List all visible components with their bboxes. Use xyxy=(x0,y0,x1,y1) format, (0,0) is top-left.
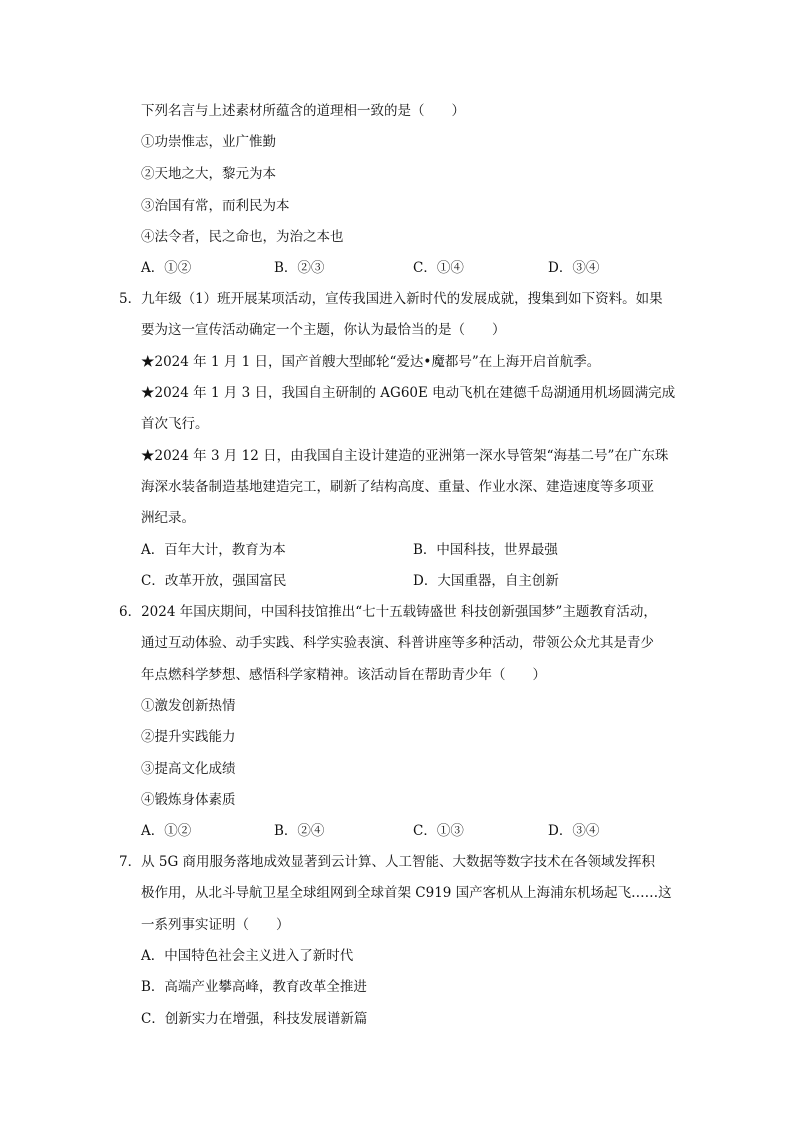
q5-material-3: ★2024 年 3 月 12 日，由我国自主设计建造的亚洲第一深水导管架“海基二号”在广东珠 xyxy=(141,448,669,464)
q6-option-b: B．②④ xyxy=(274,823,325,839)
q5-material-3-end: 洲纪录。 xyxy=(141,510,195,526)
q6-item-3: ③提高文化成绩 xyxy=(141,761,236,777)
q5-material-2: ★2024 年 1 月 3 日，我国自主研制的 AG60E 电动飞机在建德千岛湖通用机场圆满完成 xyxy=(141,385,676,401)
q7-option-b: B．高端产业攀高峰，教育改革全推进 xyxy=(141,979,367,995)
q6-item-2: ②提升实践能力 xyxy=(141,729,236,745)
q7-option-c: C．创新实力在增强，科技发展谱新篇 xyxy=(141,1011,368,1027)
q5-option-c: C．改革开放，强国富民 xyxy=(141,573,287,589)
q5-option-a: A．百年大计，教育为本 xyxy=(141,542,286,558)
q4-item-2: ②天地之大，黎元为本 xyxy=(141,166,276,182)
q6-option-d: D．③④ xyxy=(548,823,600,839)
q6-item-1: ①激发创新热情 xyxy=(141,698,236,714)
q6-item-4: ④锻炼身体素质 xyxy=(141,792,236,808)
q6-option-c: C．①③ xyxy=(413,823,464,839)
q5-material-2-cont: 首次飞行。 xyxy=(141,416,209,432)
q7-option-a: A．中国特色社会主义进入了新时代 xyxy=(141,948,354,964)
q5-option-d: D．大国重器，自主创新 xyxy=(413,573,559,589)
q5-stem-line-2: 要为这一宣传活动确定一个主题，你认为最恰当的是（ ） xyxy=(141,322,506,338)
q7-stem-line-3: 一系列事实证明（ ） xyxy=(141,917,290,933)
q7-stem-line-2: 极作用，从北斗导航卫星全球组网到全球首架 C919 国产客机从上海浦东机场起飞……这 xyxy=(141,885,672,901)
q4-option-d: D．③④ xyxy=(548,260,600,276)
q5-option-b: B．中国科技，世界最强 xyxy=(413,542,558,558)
q6-stem-line-2: 通过互动体验、动手实践、科学实验表演、科普讲座等多种活动，带领公众尤其是青少 xyxy=(141,635,654,651)
q7-stem-line-1: 7．从 5G 商用服务落地成效显著到云计算、人工智能、大数据等数字技术在各领域发挥积 xyxy=(119,854,656,870)
q6-option-a: A．①② xyxy=(141,823,192,839)
q4-stem: 下列名言与上述素材所蕴含的道理相一致的是（ ） xyxy=(141,103,465,119)
q4-item-3: ③治国有常，而利民为本 xyxy=(141,198,290,214)
q4-item-1: ①功崇惟志，业广惟勤 xyxy=(141,134,276,150)
q4-option-b: B．②③ xyxy=(274,260,325,276)
q4-item-4: ④法令者，民之命也，为治之本也 xyxy=(141,229,344,245)
q4-option-a: A．①② xyxy=(141,260,192,276)
q5-material-1: ★2024 年 1 月 1 日，国产首艘大型邮轮“爱达•魔都号”在上海开启首航季。 xyxy=(141,354,601,370)
q6-stem-line-1: 6．2024 年国庆期间，中国科技馆推出“七十五载铸盛世 科技创新强国梦”主题教育活动， xyxy=(119,604,657,620)
q5-stem-line-1: 5．九年级（1）班开展某项活动，宣传我国进入新时代的发展成就，搜集到如下资料。如果 xyxy=(119,291,663,307)
q4-option-c: C．①④ xyxy=(413,260,464,276)
q6-stem-line-3: 年点燃科学梦想、感悟科学家精神。该活动旨在帮助青少年（ ） xyxy=(141,667,546,683)
q5-material-3-cont: 海深水装备制造基地建造完工，刷新了结构高度、重量、作业水深、建造速度等多项亚 xyxy=(141,479,654,495)
